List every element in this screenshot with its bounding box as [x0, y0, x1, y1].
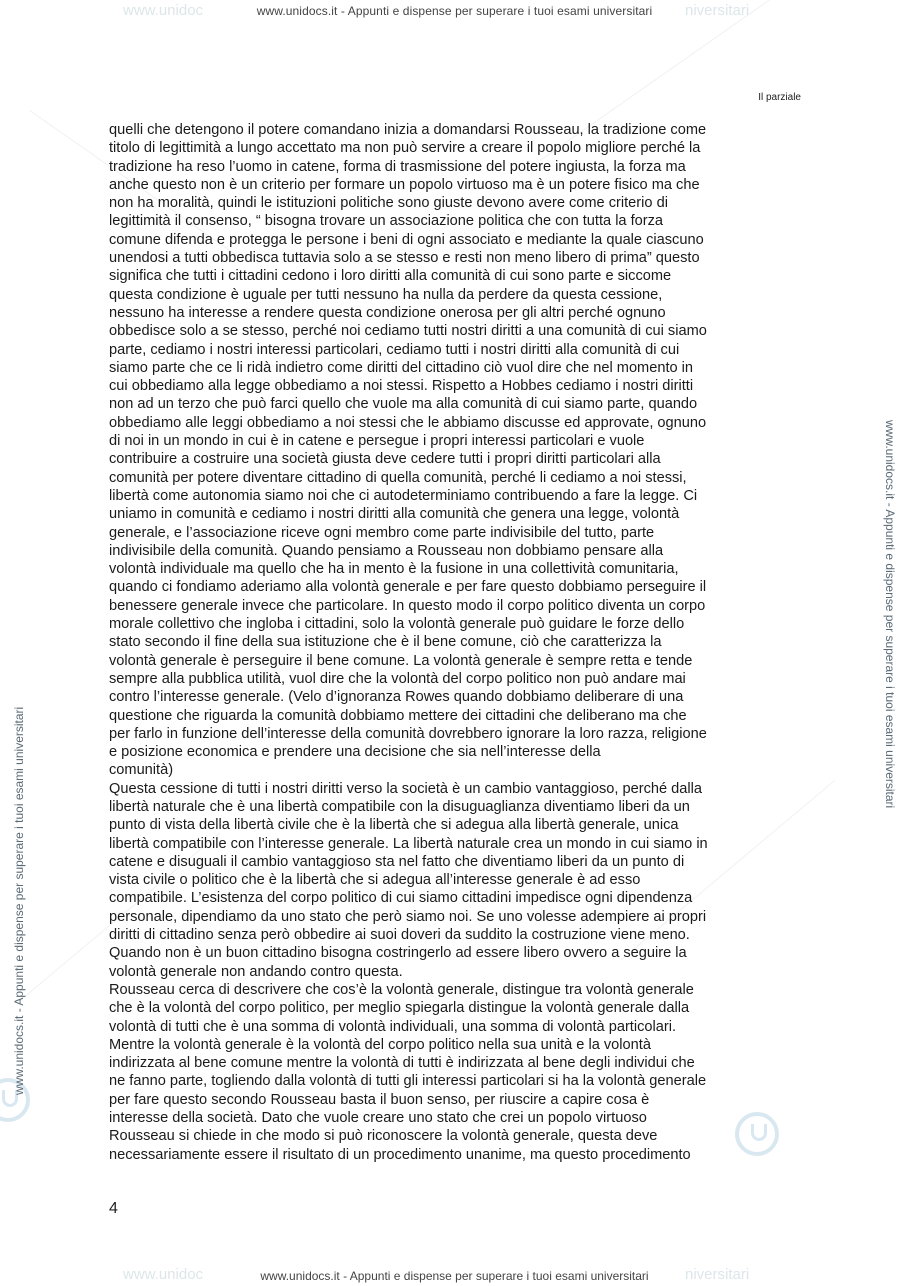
watermark-side-right: www.unidocs.it - Appunti e dispense per superare i tuoi esami universitari: [883, 420, 897, 809]
paragraph: quelli che detengono il potere comandano inizia a domandarsi Rousseau, la tradizione come titolo di legittimità a lungo accettato ma non può servire a creare il popolo migliore perché la tradizione ha reso l’uomo in catene, forma di trasmissione del potere ingiusta, la forza ma anche questo non è un criterio per formare un popolo virtuoso ma è un potere fisico ma che non ha moralità, quindi le istituzioni politiche sono giuste devono avere come criterio di legittimità il consenso, “ bisogna trovare un associazione politica che con tutta la forza comune difenda e protegga le persone i beni di ogni associato e mediante la quale ciascuno unendosi a tutti obbedisca tuttavia solo a se stesso e resti non meno libero di prima” questo significa che tutti i cittadini cedono i loro diritti alla comunità di cui sono parte e siccome questa condizione è uguale per tutti nessuno ha nulla da perdere da questa cessione, nessuno ha interesse a rendere questa condizione onerosa per gli altri perché ognuno obbedisce solo a se stesso, perché noi cediamo tutti nostri diritti a una comunità di cui siamo parte, cediamo i nostri interessi particolari, cediamo tutti i nostri diritti alla comunità di cui siamo parte che ce li ridà indietro come diritti del cittadino ciò vuol dire che nel momento in cui obbediamo alla legge obbediamo a noi stessi. Rispetto a Hobbes cediamo i nostri diritti non ad un terzo che può farci quello che vuole ma alla comunità di cui siamo parte, quando obbediamo alle leggi obbediamo a noi stessi che le abbiamo discusse ed approvate, ognuno di noi in un mondo in cui è in catene e persegue i propri interessi particolari e vuole contribuire a costruire una società giusta deve cedere tutti i propri diritti particolari alla comunità per potere diventare cittadino di quella comunità, perché li cediamo a noi stessi, libertà come autonomia siamo noi che ci autodeterminiamo contribuendo a fare la legge. Ci uniamo in comunità e cediamo i nostri diritti alla comunità che genera una legge, volontà generale, e l’associazione riceve ogni membro come parte indivisibile del tutto, parte indivisibile della comunità. Quando pensiamo a Rousseau non dobbiamo pensare alla volontà individuale ma quello che ha in mento è la fusione in una collettività comunitaria, quando ci fondiamo aderiamo alla volontà generale e per fare questo dobbiamo perseguire il benessere generale invece che particolare. In questo modo il corpo politico diventa un corpo morale collettivo che ingloba i cittadini, solo la volontà generale può guidare le forze dello stato secondo il fine della sua istituzione che è il bene comune, ciò che caratterizza la volontà generale è perseguire il bene comune. La volontà generale è sempre retta e tende sempre alla pubblica utilità, vuol dire che la volontà del corpo politico non può andare mai contro l’interesse generale. (Velo d’ignoranza Rowes quando dobbiamo deliberare di una questione che riguarda la comunità dobbiamo mettere dei cittadini che deliberano ma che per farlo in funzione dell’interesse della comunità dovrebbero ignorare la loro razza, religione e posizione economica e prendere una decisione che sia nell’interesse della comunità): [109, 122, 707, 779]
watermark-faded-left: www.unidoc: [123, 1266, 204, 1283]
section-header: Il parziale: [758, 92, 801, 103]
paragraph: Rousseau cerca di descrivere che cos’è la volontà generale, distingue tra volontà generale che è la volontà del corpo politico, per meglio spiegarla distingue la volontà generale dalla volontà di tutti che è una somma di volontà individuali, una somma di volontà particolari. Mentre la volontà generale è la volontà del corpo politico nella sua unità e la volontà indirizzata al bene comune mentre la volontà di tutti è indirizzata al bene degli individui che ne fanno parte, togliendo dalla volontà di tutti gli interessi particolari si ha la volontà generale per fare questo secondo Rousseau basta il buon senso, per riuscire a capire cosa è interesse della società. Dato che vuole creare uno stato che crei un popolo virtuoso Rousseau si chiede in che modo si può riconoscere la volontà generale, questa deve necessariamente essere il risultato di un procedimento unanime, ma questo procedimento: [109, 981, 707, 1163]
watermark-banner-bottom: www.unidocs.it - Appunti e dispense per superare i tuoi esami universitari: [260, 1269, 649, 1283]
paragraph: Questa cessione di tutti i nostri diritti verso la società è un cambio vantaggioso, perché dalla libertà naturale che è una libertà compatibile con la disuguaglianza diventiamo liberi da un punto di vista della libertà civile che è la libertà che si adegua alla libertà generale, unica libertà compatibile con l’interesse generale. La libertà naturale crea un mondo in cui siamo in catene e disuguali il cambio vantaggioso sta nel fatto che diventiamo liberi da un punto di vista civile o politico che è la libertà che si adegua all’interesse generale è ad esso compatibile. L’esistenza del corpo politico di cui siamo cittadini impedisce ogni dipendenza personale, dipendiamo da uno stato che però siamo noi. Se uno volesse adempiere ai propri diritti di cittadino senza però obbedire ai suoi doveri da suddito la costruzione viene meno. Quando non è un buon cittadino bisogna costringerlo ad essere libero ovvero a seguire la volontà generale non andando contro questa.: [109, 780, 708, 980]
watermark-side-left: www.unidocs.it - Appunti e dispense per superare i tuoi esami universitari: [12, 706, 26, 1095]
watermark-banner-top: www.unidocs.it - Appunti e dispense per superare i tuoi esami universitari: [256, 4, 653, 18]
watermark-faded-right: niversitari: [685, 1266, 750, 1283]
watermark-faded-left: www.unidoc: [123, 2, 204, 19]
page-number: 4: [109, 1200, 118, 1217]
document-body: [109, 121, 801, 1164]
watermark-faded-right: niversitari: [685, 2, 750, 19]
